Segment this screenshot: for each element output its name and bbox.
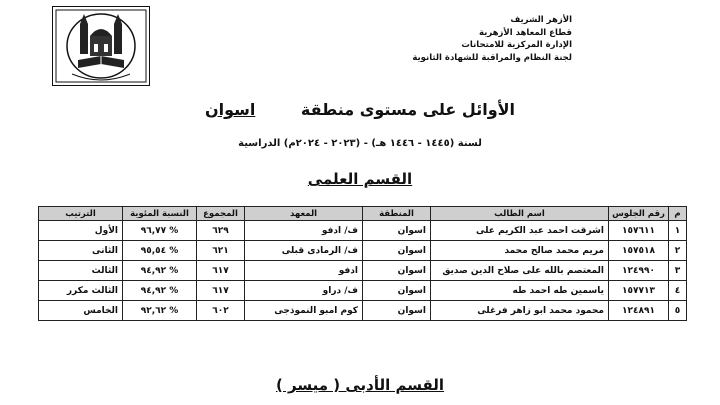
academic-year: لسنة (١٤٤٥ - ١٤٤٦ هـ) - (٢٠٢٣ - ٢٠٢٤م) الدراسية (238, 138, 482, 149)
cell-total: ٦٢١ (197, 241, 245, 261)
col-header-total: المجموع (197, 207, 245, 221)
cell-region: اسوان (363, 301, 431, 321)
cell-name: مريم محمد صالح محمد (431, 241, 609, 261)
cell-num: ٤ (669, 281, 687, 301)
cell-seat: ١٢٤٨٩١ (609, 301, 669, 321)
cell-percent: % ٩٥,٥٤ (123, 241, 197, 261)
col-header-name: اسم الطالب (431, 207, 609, 221)
cell-percent: % ٩٢,٦٢ (123, 301, 197, 321)
cell-institute: ف/ الرمادى قبلى (245, 241, 363, 261)
col-header-percent: النسبة المئوية (123, 207, 197, 221)
table-row (39, 241, 687, 261)
cell-institute: ادفو (245, 261, 363, 281)
cell-rank: الثالث (39, 261, 123, 281)
section-literary-title: القسم الأدبى ( ميسر ) (275, 376, 445, 394)
top-students-table (38, 206, 687, 321)
header-line-2: قطاع المعاهد الأزهرية (478, 27, 572, 38)
col-header-institute: المعهد (245, 207, 363, 221)
cell-rank: الأول (39, 221, 123, 241)
cell-name: ياسمين طه احمد طه (431, 281, 609, 301)
cell-seat: ١٢٤٩٩٠ (609, 261, 669, 281)
header-line-4: لجنة النظام والمراقبة للشهادة الثانوية (412, 52, 572, 63)
table-row (39, 281, 687, 301)
cell-region: اسوان (363, 281, 431, 301)
cell-region: اسوان (363, 261, 431, 281)
table-row (39, 221, 687, 241)
cell-seat: ١٥٧٥١٨ (609, 241, 669, 261)
title-main: الأوائل على مستوى منطقة (300, 100, 516, 119)
cell-seat: ١٥٧٧١٣ (609, 281, 669, 301)
cell-region: اسوان (363, 221, 431, 241)
col-header-region: المنطقة (363, 207, 431, 221)
cell-institute: ف/ ادفو (245, 221, 363, 241)
cell-name: اشرقت احمد عبد الكريم على (431, 221, 609, 241)
cell-num: ٢ (669, 241, 687, 261)
cell-name: محمود محمد ابو زاهر فرغلى (431, 301, 609, 321)
cell-rank: الثالث مكرر (39, 281, 123, 301)
section-science-title: القسم العلمى (307, 170, 413, 188)
cell-percent: % ٩٦,٧٧ (123, 221, 197, 241)
col-header-num: م (669, 207, 687, 221)
table-row (39, 301, 687, 321)
col-header-rank: الترتيب (39, 207, 123, 221)
cell-region: اسوان (363, 241, 431, 261)
header-line-3: الإدارة المركزية للامتحانات (461, 40, 572, 50)
cell-rank: الثانى (39, 241, 123, 261)
cell-num: ٥ (669, 301, 687, 321)
cell-total: ٦١٧ (197, 281, 245, 301)
cell-percent: % ٩٤,٩٢ (123, 261, 197, 281)
al-azhar-logo (52, 6, 150, 86)
cell-num: ٣ (669, 261, 687, 281)
table-row (39, 261, 687, 281)
page-title (0, 100, 720, 119)
table-header-row (39, 207, 687, 221)
header-line-1: الأزهر الشريف (510, 15, 572, 25)
cell-institute: ف/ دراو (245, 281, 363, 301)
col-header-seat: رقم الجلوس (609, 207, 669, 221)
cell-seat: ١٥٧٦١١ (609, 221, 669, 241)
cell-total: ٦١٧ (197, 261, 245, 281)
cell-name: المعتصم بالله على صلاح الدين صديق (431, 261, 609, 281)
cell-rank: الخامس (39, 301, 123, 321)
cell-percent: % ٩٤,٩٢ (123, 281, 197, 301)
cell-total: ٦٢٩ (197, 221, 245, 241)
cell-institute: كوم امبو النموذجى (245, 301, 363, 321)
institution-header (312, 14, 572, 64)
title-region: اسوان (204, 100, 256, 119)
cell-total: ٦٠٢ (197, 301, 245, 321)
cell-num: ١ (669, 221, 687, 241)
